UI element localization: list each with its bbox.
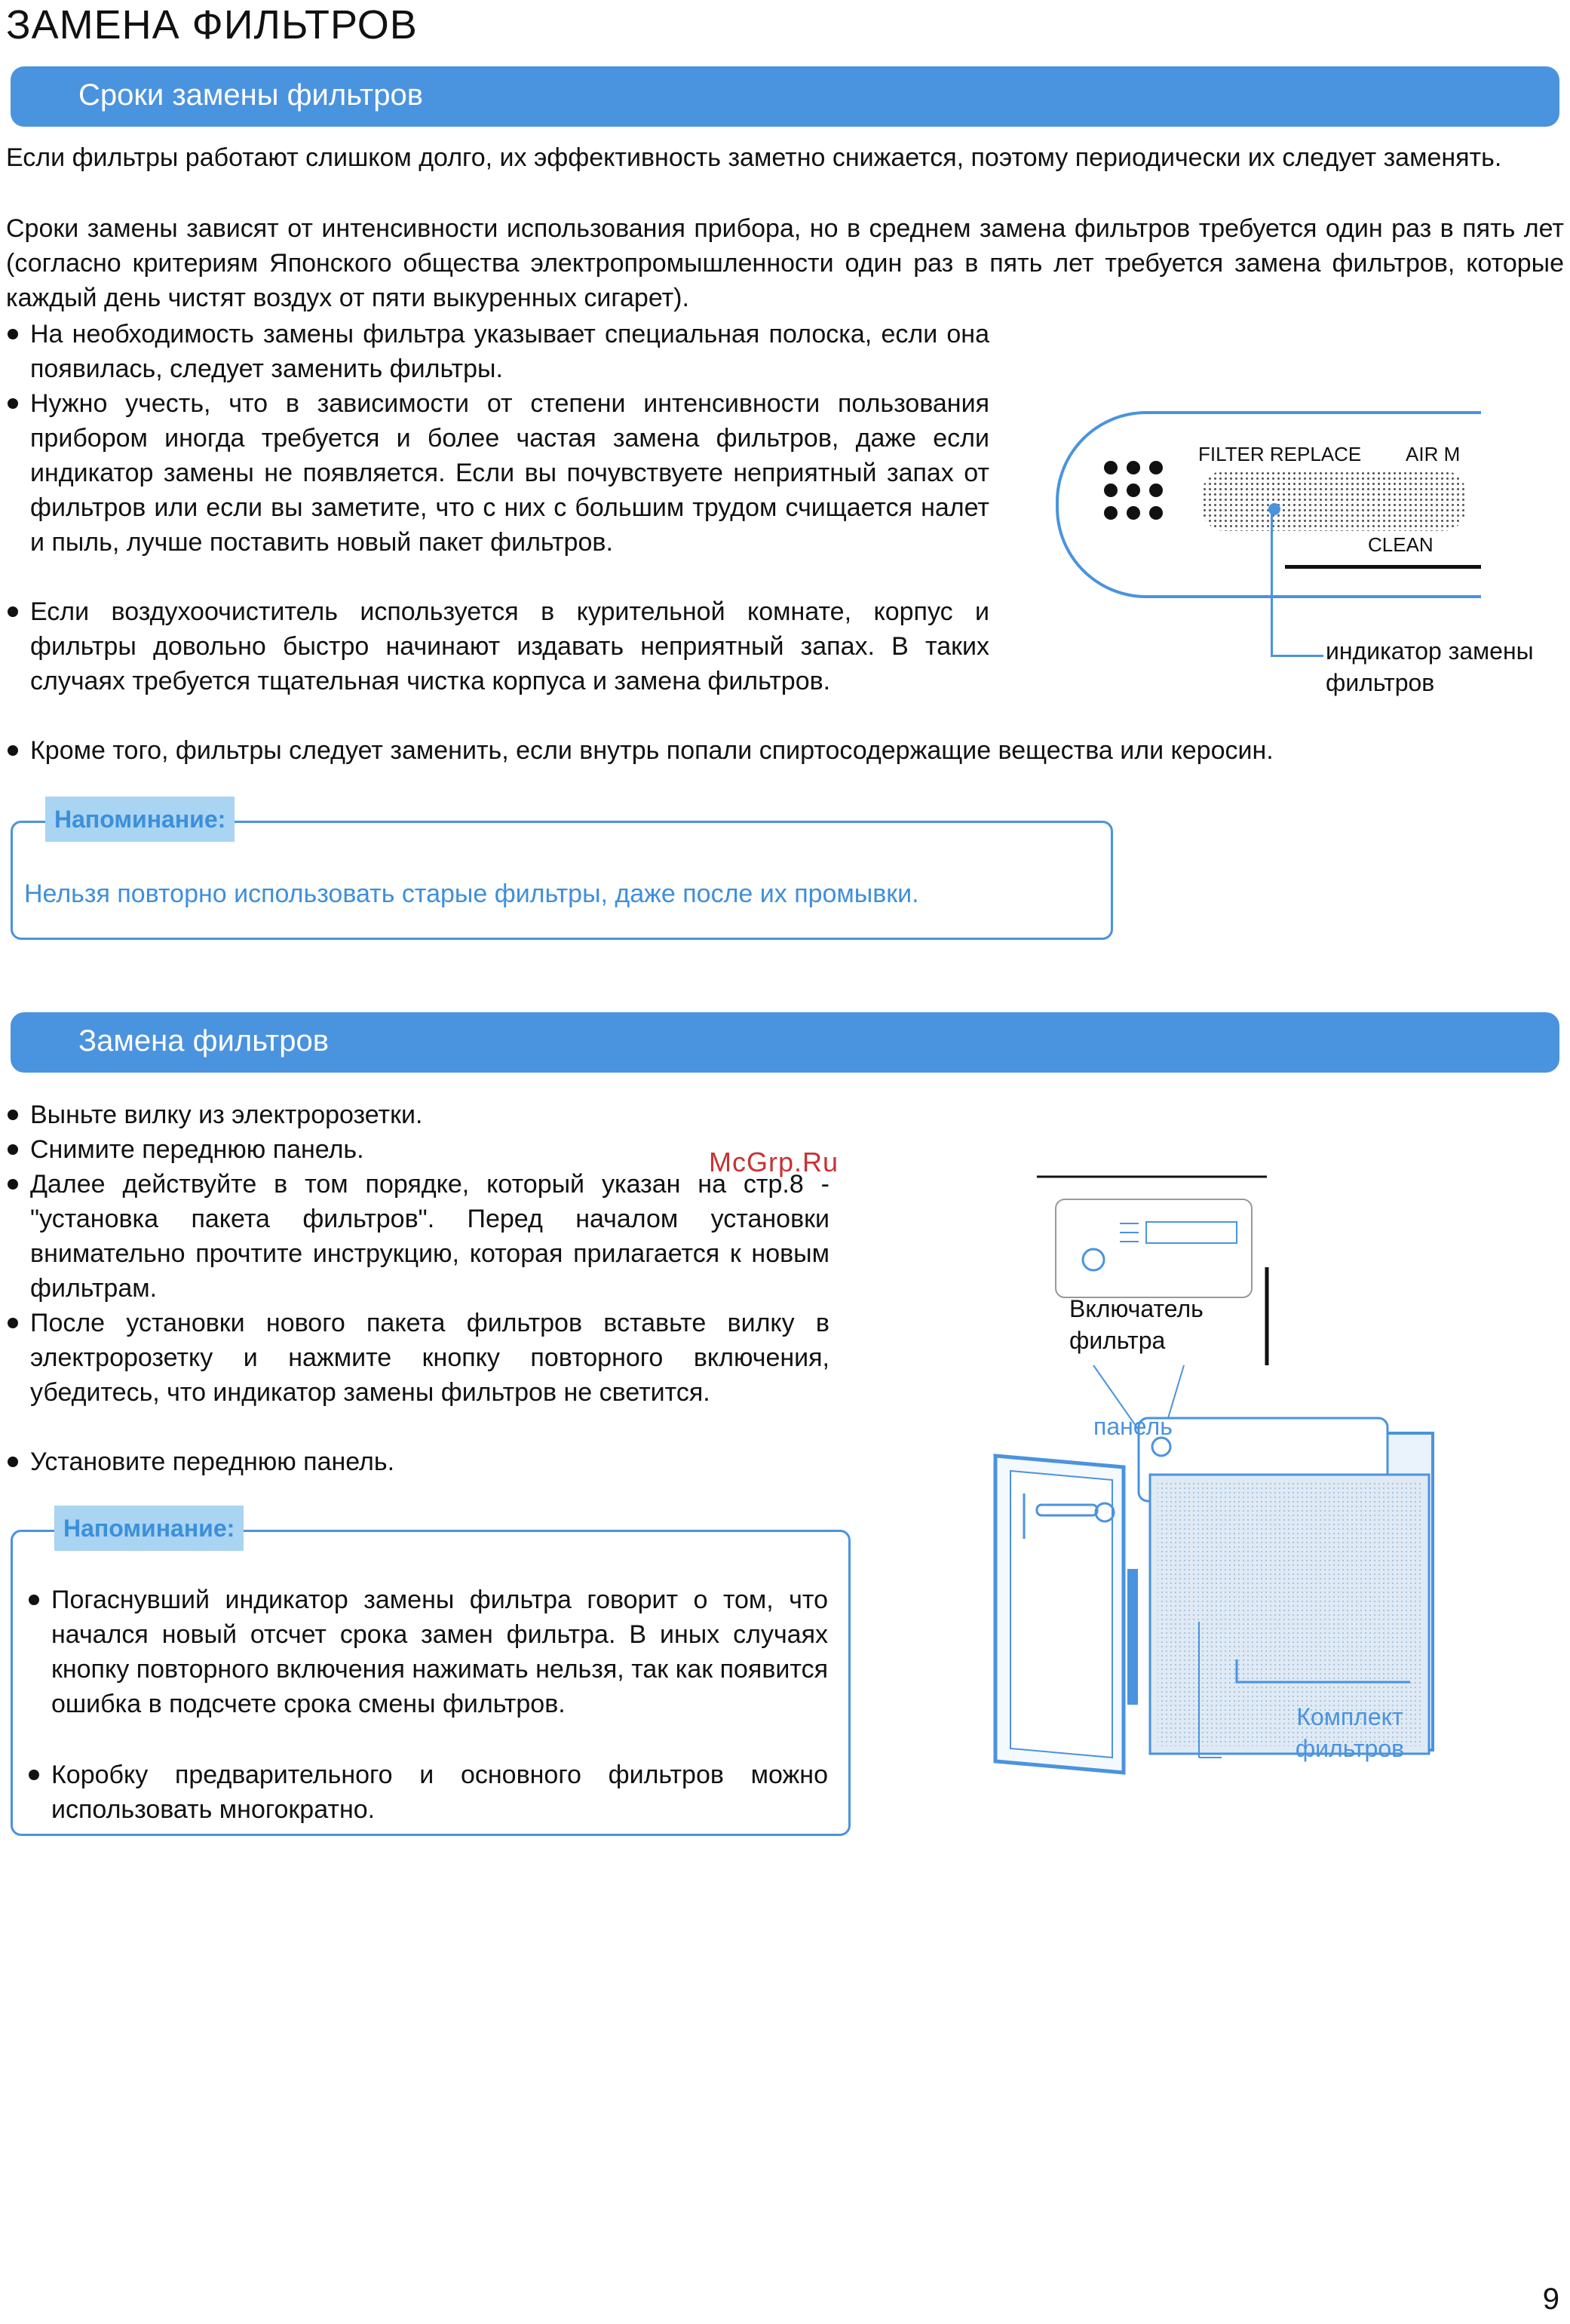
page-number: 9 (1542, 2283, 1559, 2316)
callout-line (1271, 655, 1323, 657)
callout-line (1271, 513, 1273, 656)
bullet-dot (8, 1144, 18, 1155)
page-title: ЗАМЕНА ФИЛЬТРОВ (6, 2, 418, 48)
list-item: Выньте вилку из электророзетки. (30, 1098, 829, 1132)
bullet-dot (8, 745, 18, 756)
list-item: Снимите переднюю панель. (30, 1132, 829, 1167)
list-item: На необходимость замены фильтра указывает специальная полоска, если она появилась, следует заменить фильтры. (30, 317, 989, 386)
air-mode-label: AIR M (1406, 443, 1461, 465)
indicator-callout: индикатор замены фильтров (1326, 637, 1534, 696)
bullet-dot (8, 398, 18, 409)
filter-kit-label: Комплект фильтров (1295, 1703, 1405, 1762)
indicator-led-strip (1202, 471, 1466, 531)
bullet-dot (29, 1595, 39, 1605)
bullet-dot (8, 1179, 18, 1190)
section-header-label: Замена фильтров (78, 1024, 329, 1058)
panel-divider (1285, 565, 1481, 569)
section-header-replacement-terms (11, 66, 1559, 127)
terms-paragraph: Сроки замены зависят от интенсивности использования прибора, но в среднем замена фильтров требуется один раз в пять лет (согласно критериям Японского общества электропромышленности один раз в пять лет требуется замена фильтров, которые каждый день чистят воздух от пяти выкуренных сигарет). (6, 214, 1564, 312)
reminder-text: Нельзя повторно использовать старые фильтры, даже после их промывки. (24, 880, 919, 908)
filter-replace-label: FILTER REPLACE (1198, 443, 1362, 465)
indicator-panel-illustration (1056, 411, 1481, 598)
list-item: Установите переднюю панель. (30, 1444, 829, 1479)
list-item: Нужно учесть, что в зависимости от степени интенсивности пользования прибором иногда требуется и более частая замена фильтров, даже если индикатор замены не появляется. Если вы почувствуете неприятный запах от фильтров или если вы заметите, что с них с большим трудом счищается налет и пыль, лучше поставить новый пакет фильтров. (30, 386, 989, 560)
switch-slot-icon (1146, 1222, 1237, 1243)
intro-paragraph: Если фильтры работают слишком долго, их эффективность заметно снижается, поэтому периодически их следует заменять. (6, 143, 1502, 172)
switch-closeup (1056, 1199, 1252, 1297)
panel-label: панель (1093, 1413, 1173, 1440)
reminder-label: Напоминание: (54, 1506, 244, 1551)
section-header-label: Сроки замены фильтров (78, 78, 423, 112)
bullet-dot (8, 606, 18, 617)
list-item: После установки нового пакета фильтров вставьте вилку в электророзетку и нажмите кнопку повторного включения, убедитесь, что индикатор замены фильтров не светится. (30, 1306, 829, 1410)
switch-label: Включатель фильтра (1069, 1295, 1204, 1354)
list-item: Кроме того, фильтры следует заменить, если внутрь попали спиртосодержащие вещества или керосин. (30, 733, 1561, 768)
section-header-filter-replacement (11, 1012, 1559, 1073)
bullet-dot (8, 1457, 18, 1467)
reminder-label: Напоминание: (45, 797, 235, 842)
bullet-dot (8, 1110, 18, 1120)
list-item: Если воздухоочиститель используется в курительной комнате, корпус и фильтры довольно быстро начинают издавать неприятный запах. В таких случаях требуется тщательная чистка корпуса и замена фильтров. (30, 594, 989, 698)
list-item: Погаснувший индикатор замены фильтра говорит о том, что начался новый отсчет срока замен фильтра. В иных случаях кнопку повторного включения нажимать нельзя, так как появится ошибка в подсчете срока смены фильтров. (51, 1583, 828, 1721)
list-item: Коробку предварительного и основного фильтров можно использовать многократно. (51, 1758, 828, 1827)
bullet-dot (8, 1318, 18, 1328)
bullet-dot (29, 1770, 39, 1780)
list-item: Далее действуйте в том порядке, который указан на стр.8 - "установка пакета фильтров". Перед началом установки внимательно прочтите инструкцию, которая прилагается к новым фильтрам. (30, 1167, 829, 1306)
bullet-dot (8, 329, 18, 339)
clean-label: CLEAN (1368, 533, 1434, 556)
watermark: McGrp.Ru (709, 1147, 839, 1177)
